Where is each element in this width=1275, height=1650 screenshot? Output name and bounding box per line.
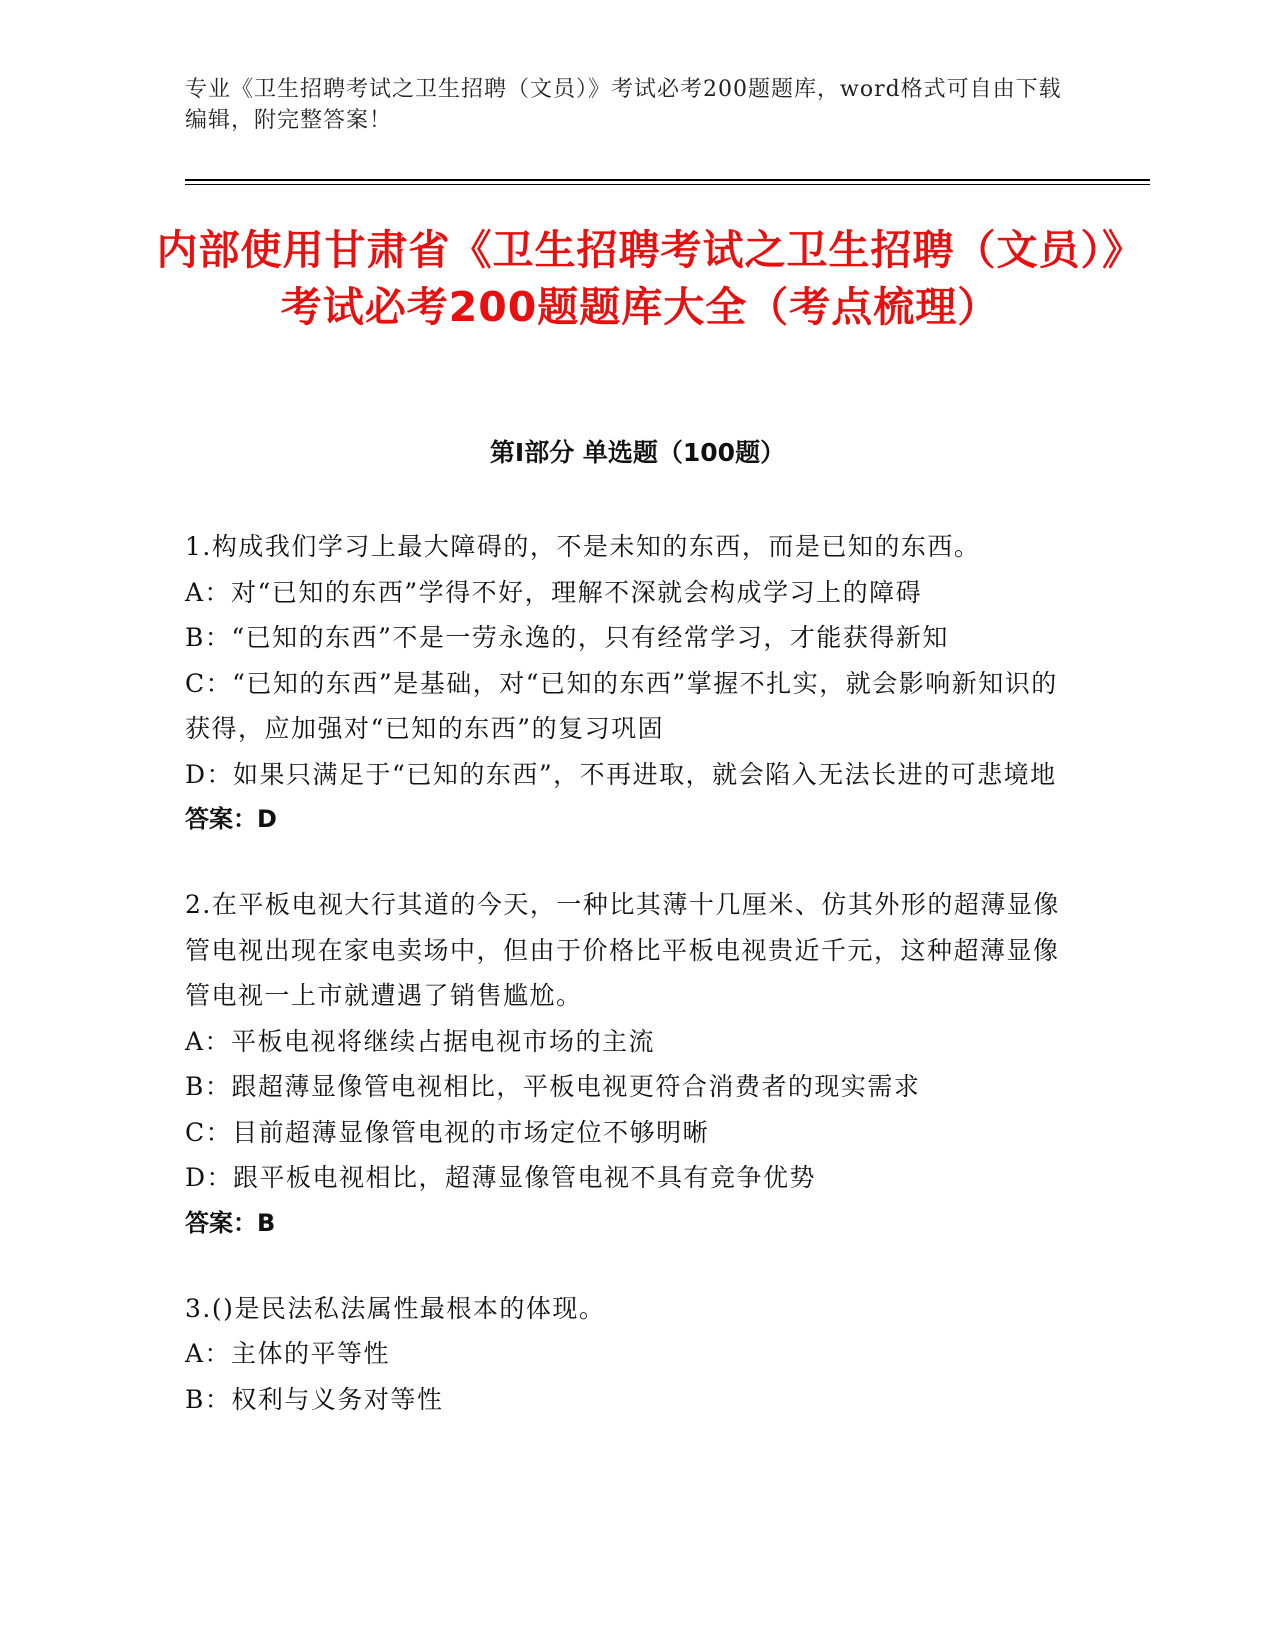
option-d: D：跟平板电视相比，超薄显像管电视不具有竞争优势	[185, 1163, 817, 1192]
question-1	[185, 524, 1065, 842]
option-b: B：权利与义务对等性	[185, 1384, 444, 1414]
header-note: 专业《卫生招聘考试之卫生招聘（文员）》考试必考200题题库，word格式可自由下载编辑，附完整答案！	[185, 77, 1062, 133]
document-title: 内部使用甘肃省《卫生招聘考试之卫生招聘（文员）》考试必考200题题库大全（考点梳理）	[156, 226, 1124, 331]
header-divider-thin	[185, 184, 1150, 185]
question-stem: 1.构成我们学习上最大障碍的，不是未知的东西，而是已知的东西。	[185, 532, 981, 561]
option-a: A：平板电视将继续占据电视市场的主流	[185, 1026, 656, 1056]
header-divider-thick	[185, 179, 1150, 181]
question-3	[185, 1286, 1065, 1423]
answer: 答案：B	[185, 1208, 276, 1237]
option-b: B：“已知的东西”不是一劳永逸的，只有经常学习，才能获得新知	[185, 623, 949, 652]
section-title: 第Ⅰ部分 单选题（100题）	[489, 438, 786, 467]
option-c: C：目前超薄显像管电视的市场定位不够明晰	[185, 1117, 710, 1147]
option-a: A：对“已知的东西”学得不好，理解不深就会构成学习上的障碍	[185, 577, 923, 607]
question-stem: 2.在平板电视大行其道的今天，一种比其薄十几厘米、仿其外形的超薄显像管电视出现在家电卖场中，但由于价格比平板电视贵近千元，这种超薄显像管电视一上市就遭遇了销售尴尬。	[185, 890, 1060, 1010]
question-list	[185, 524, 1065, 1462]
option-c: C：“已知的东西”是基础，对“已知的东西”掌握不扎实，就会影响新知识的获得，应加强对“已知的东西”的复习巩固	[185, 668, 1058, 743]
answer: 答案：D	[185, 805, 277, 833]
question-stem: 3.()是民法私法属性最根本的体现。	[185, 1293, 606, 1323]
option-b: B：跟超薄显像管电视相比，平板电视更符合消费者的现实需求	[185, 1072, 921, 1101]
option-d: D：如果只满足于“已知的东西”，不再进取，就会陷入无法长进的可悲境地	[185, 759, 1057, 789]
question-2	[185, 882, 1065, 1246]
option-a: A：主体的平等性	[185, 1339, 391, 1368]
